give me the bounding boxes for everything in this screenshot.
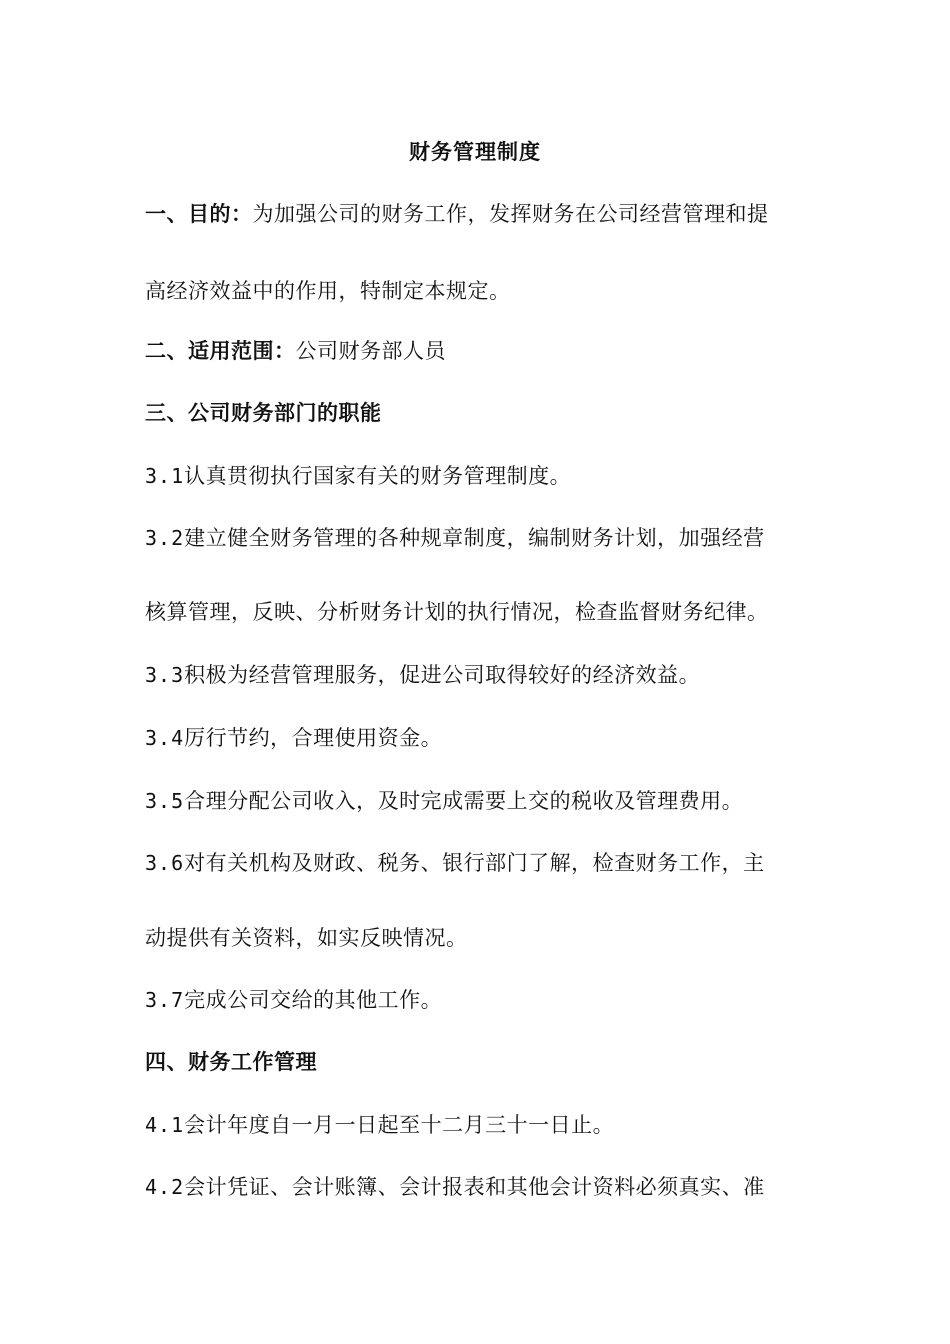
item-number: 3.4 xyxy=(145,726,185,750)
item-text: 会计年度自一月一日起至十二月三十一日止。 xyxy=(184,1113,615,1137)
section-2-line xyxy=(145,336,815,366)
item-number: 3.5 xyxy=(145,789,185,813)
section-1-text-2: 高经济效益中的作用，特制定本规定。 xyxy=(145,279,511,303)
item-3-6-continued: 动提供有关资料，如实反映情况。 xyxy=(145,926,468,950)
item-3-2-continued: 核算管理，反映、分析财务计划的执行情况，检查监督财务纪律。 xyxy=(145,600,769,624)
item-4-1 xyxy=(145,1110,815,1140)
item-text: 对有关机构及财政、税务、银行部门了解，检查财务工作，主 xyxy=(184,851,765,875)
item-number: 3.3 xyxy=(145,663,185,687)
section-1-line-1 xyxy=(145,199,815,229)
item-text: 厉行节约，合理使用资金。 xyxy=(184,726,443,750)
section-2-text: 公司财务部人员 xyxy=(295,339,446,363)
item-4-2 xyxy=(145,1172,815,1202)
item-number: 3.2 xyxy=(145,526,185,550)
item-number: 3.6 xyxy=(145,851,185,875)
item-3-1 xyxy=(145,461,815,491)
document-title: 财务管理制度 xyxy=(409,139,541,164)
section-4-heading: 四、财务工作管理 xyxy=(145,1049,317,1074)
item-text: 会计凭证、会计账簿、会计报表和其他会计资料必须真实、准 xyxy=(184,1175,765,1199)
item-3-2 xyxy=(145,523,815,553)
section-3-heading: 三、公司财务部门的职能 xyxy=(145,400,382,425)
item-number: 4.1 xyxy=(145,1113,185,1137)
item-3-5 xyxy=(145,786,815,816)
item-3-7 xyxy=(145,985,815,1015)
item-text: 完成公司交给的其他工作。 xyxy=(184,988,443,1012)
section-2-label: 二、适用范围： xyxy=(145,338,296,363)
item-3-3 xyxy=(145,660,815,690)
item-3-4 xyxy=(145,723,815,753)
item-text: 认真贯彻执行国家有关的财务管理制度。 xyxy=(184,464,572,488)
section-1-text-1: 为加强公司的财务工作，发挥财务在公司经营管理和提 xyxy=(252,202,769,226)
item-number: 3.7 xyxy=(145,988,185,1012)
item-number: 4.2 xyxy=(145,1175,185,1199)
section-1-label: 一、目的： xyxy=(145,201,253,226)
item-3-6 xyxy=(145,848,815,878)
item-number: 3.1 xyxy=(145,464,185,488)
item-text: 建立健全财务管理的各种规章制度，编制财务计划，加强经营 xyxy=(184,526,765,550)
item-text: 积极为经营管理服务，促进公司取得较好的经济效益。 xyxy=(184,663,701,687)
item-text: 合理分配公司收入，及时完成需要上交的税收及管理费用。 xyxy=(184,789,744,813)
